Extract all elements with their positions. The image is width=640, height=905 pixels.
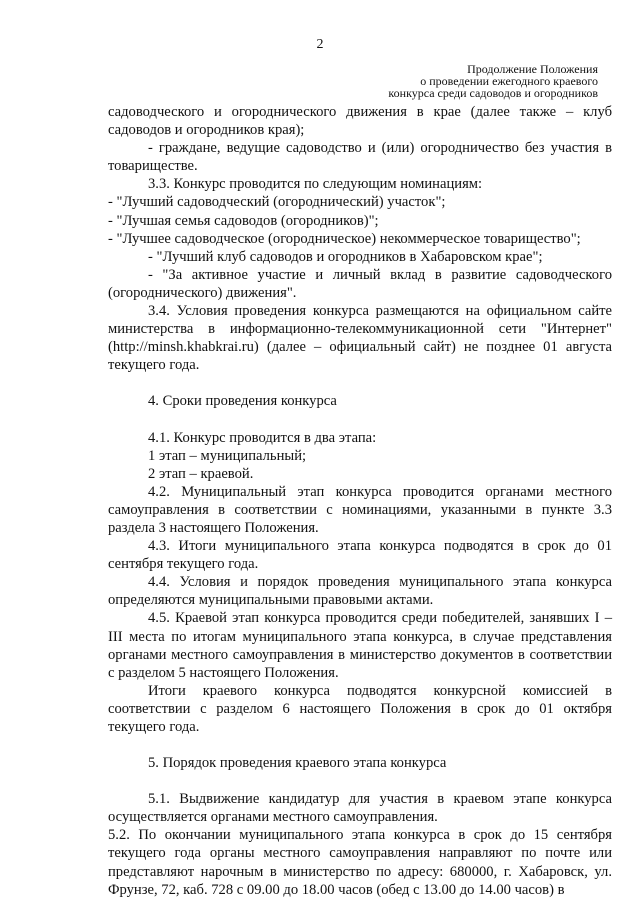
paragraph: - "Лучший садоводческий (огороднический) участок"; bbox=[108, 194, 446, 211]
paragraph-gap bbox=[108, 411, 612, 429]
paragraph: садоводческого и огороднического движения в крае (далее также – клуб садоводов и огородников края); bbox=[108, 104, 612, 139]
paragraph: 5.2. По окончании муниципального этапа конкурса в срок до 15 сентября текущего года органы местного самоуправления направляют по почте или представляют нарочным в министерство по адресу: 680000, г. Хабаровск, ул. Фрунзе, 72, каб. 728 с 09.00 до 18.00 часов (обед с 13.00 до 14.00 часов) в bbox=[108, 827, 612, 898]
paragraph: Итоги краевого конкурса подводятся конкурсной комиссией в соответствии с разделом 6 настоящего Положения в срок до 01 октября текущего года. bbox=[108, 682, 612, 735]
paragraph: 4.3. Итоги муниципального этапа конкурса подводятся в срок до 01 сентября текущего года. bbox=[108, 538, 612, 573]
paragraph-gap bbox=[108, 772, 612, 790]
paragraph: - "Лучшее садоводческое (огородническое) некоммерческое товарищество"; bbox=[108, 230, 581, 247]
paragraph-gap bbox=[108, 374, 612, 392]
section-heading: 5. Порядок проведения краевого этапа конкурса bbox=[148, 755, 447, 772]
paragraph: 3.4. Условия проведения конкурса размещаются на официальном сайте министерства в информационно-телекоммуникационной сети "Интернет" (http://minsh.khabkrai.ru) (далее – официальный сайт) не позднее 01 августа текущего года. bbox=[108, 303, 612, 374]
paragraph: - "За активное участие и личный вклад в развитие садоводческого (огороднического) движения". bbox=[108, 266, 612, 301]
paragraph: - граждане, ведущие садоводство и (или) огородничество без участия в товариществе. bbox=[108, 140, 612, 175]
section-heading: 4. Сроки проведения конкурса bbox=[148, 393, 337, 410]
paragraph: 4.2. Муниципальный этап конкурса проводится органами местного самоуправления в соответствии с номинациями, указанными в пункте 3.3 раздела 3 настоящего Положения. bbox=[108, 483, 612, 536]
paragraph: 1 этап – муниципальный; bbox=[148, 447, 307, 464]
paragraph: 4.5. Краевой этап конкурса проводится среди победителей, занявших I – III места по итогам муниципального этапа конкурса, в случае представления органами местного самоуправления в министерство документов в соответствии с разделом 5 настоящего Положения. bbox=[108, 610, 612, 681]
running-header-line: о проведении ежегодного краевого bbox=[420, 74, 598, 88]
running-header bbox=[278, 63, 598, 99]
document-body bbox=[108, 103, 612, 899]
paragraph-gap bbox=[108, 736, 612, 754]
paragraph: 5.1. Выдвижение кандидатур для участия в краевом этапе конкурса осуществляется органами местного самоуправления. bbox=[108, 791, 612, 826]
paragraph: 4.4. Условия и порядок проведения муниципального этапа конкурса определяются муниципальными правовыми актами. bbox=[108, 574, 612, 609]
paragraph: 3.3. Конкурс проводится по следующим номинациям: bbox=[148, 176, 483, 193]
paragraph: 2 этап – краевой. bbox=[148, 465, 254, 482]
paragraph: 4.1. Конкурс проводится в два этапа: bbox=[148, 429, 377, 446]
page-number: 2 bbox=[316, 37, 324, 52]
paragraph: - "Лучшая семья садоводов (огородников)"; bbox=[108, 212, 379, 229]
paragraph: - "Лучший клуб садоводов и огородников в Хабаровском крае"; bbox=[148, 248, 543, 265]
running-header-line: конкурса среди садоводов и огородников bbox=[388, 86, 598, 100]
running-header-line: Продолжение Положения bbox=[467, 62, 598, 76]
